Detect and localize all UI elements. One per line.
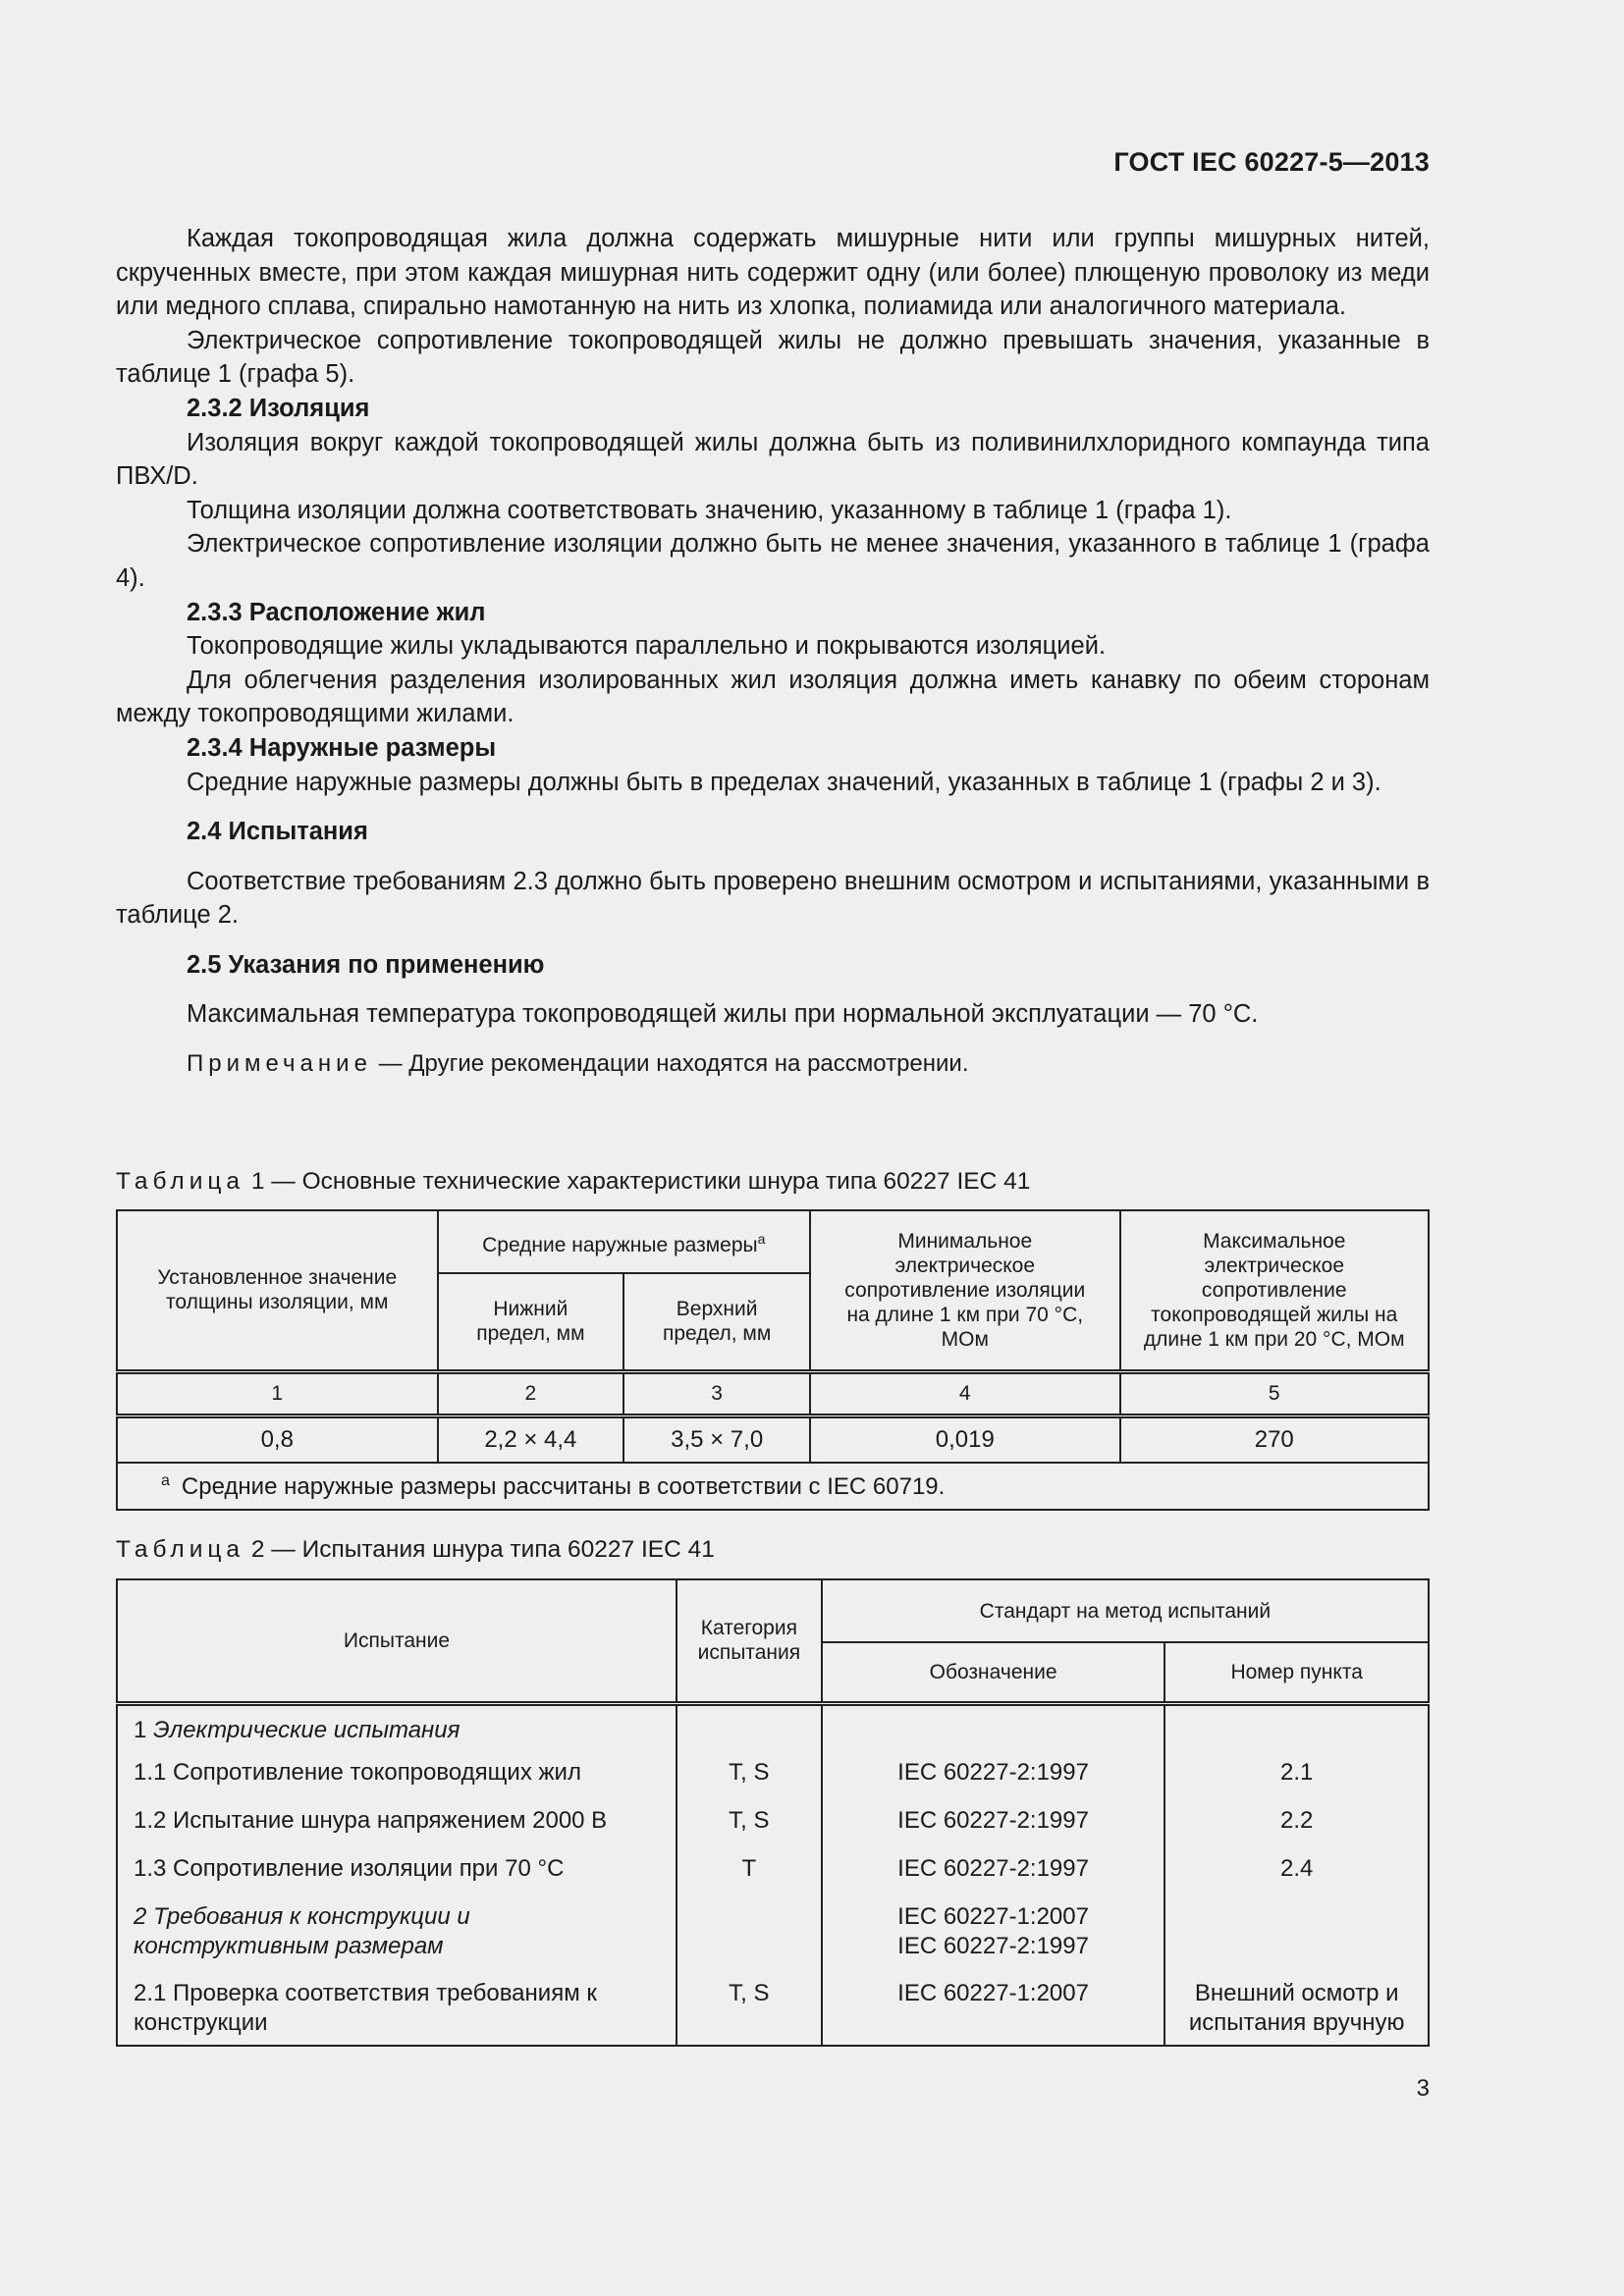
paragraph: Изоляция вокруг каждой токопроводящей жилы должна быть из поливинилхлоридного компаунда типа ПВХ/D. bbox=[116, 428, 1430, 491]
t2-category bbox=[677, 1703, 822, 1750]
table1-caption: Таблица 1 — Основные технические характеристики шнура типа 60227 IEC 41 bbox=[116, 1168, 1031, 1195]
t2-designation bbox=[822, 1703, 1165, 1750]
t2-header-standard: Стандарт на метод испытаний bbox=[822, 1579, 1429, 1642]
note-text: — Другие рекомендации находятся на рассмотрении. bbox=[371, 1050, 969, 1078]
paragraph: Электрическое сопротивление токопроводящей жилы не должно превышать значения, указанные в таблице 1 (графа 5). bbox=[116, 326, 1430, 389]
section-heading: 2.4 Испытания bbox=[187, 818, 368, 846]
t1-colnum: 4 bbox=[810, 1371, 1119, 1415]
t2-designation: IEC 60227-2:1997 bbox=[822, 1750, 1165, 1798]
t2-designation: IEC 60227-1:2007 IEC 60227-2:1997 bbox=[822, 1895, 1165, 1973]
section-heading: 2.3.4 Наружные размеры bbox=[187, 733, 497, 762]
paragraph: Максимальная температура токопроводящей жилы при нормальной эксплуатации — 70 °С. bbox=[187, 1000, 1259, 1029]
t2-test: 2 Требования к конструкции и конструктивным размерам bbox=[117, 1895, 677, 1973]
t1-header-thickness: Установленное значение толщины изоляции, мм bbox=[117, 1210, 438, 1371]
table1 bbox=[116, 1209, 1430, 1511]
t2-item bbox=[1164, 1895, 1429, 1973]
t2-designation: IEC 60227-2:1997 bbox=[822, 1798, 1165, 1846]
t1-header-upper: Верхний предел, мм bbox=[623, 1273, 810, 1371]
paragraph: Средние наружные размеры должны быть в пределах значений, указанных в таблице 1 (графы 2 и 3). bbox=[187, 768, 1381, 796]
t1-colnum: 3 bbox=[623, 1371, 810, 1415]
note-label: Примечание bbox=[187, 1050, 372, 1078]
t2-category bbox=[677, 1895, 822, 1973]
t2-item: Внешний осмотр и испытания вручную bbox=[1164, 1973, 1429, 2046]
t1-colnum: 1 bbox=[117, 1371, 438, 1415]
page-number: 3 bbox=[1416, 2075, 1430, 2102]
table2 bbox=[116, 1578, 1430, 2047]
t1-header-conductor-resistance: Максимальное электрическое сопротивление токопроводящей жилы на длине 1 км при 20 °С, МОм bbox=[1120, 1210, 1430, 1371]
t2-designation: IEC 60227-2:1997 bbox=[822, 1846, 1165, 1895]
t2-category: T bbox=[677, 1846, 822, 1895]
t1-cell: 0,8 bbox=[117, 1415, 438, 1463]
paragraph: Электрическое сопротивление изоляции должно быть не менее значения, указанного в таблице 1 (графа 4). bbox=[116, 530, 1430, 592]
t2-item: 2.4 bbox=[1164, 1846, 1429, 1895]
t2-header-designation: Обозначение bbox=[822, 1642, 1165, 1703]
table2-caption: Таблица 2 — Испытания шнура типа 60227 IEC 41 bbox=[116, 1536, 715, 1563]
body-text bbox=[116, 222, 1430, 1082]
t1-footnote: $^a$ Средние наружные размеры рассчитаны в соответствии с IEC 60719. bbox=[117, 1463, 1429, 1510]
section-heading: 2.3.2 Изоляция bbox=[187, 394, 370, 422]
t2-test: 1.1 Сопротивление токопроводящих жил bbox=[117, 1750, 677, 1798]
t2-test: 1.2 Испытание шнура напряжением 2000 В bbox=[117, 1798, 677, 1846]
paragraph: Соответствие требованиям 2.3 должно быть проверено внешним осмотром и испытаниями, указанными в таблице 2. bbox=[116, 867, 1430, 930]
t1-header-insulation-resistance: Минимальное электрическое сопротивление изоляции на длине 1 км при 70 °С, МОм bbox=[810, 1210, 1119, 1371]
t2-header-category: Категория испытания bbox=[677, 1579, 822, 1703]
t2-category: T, S bbox=[677, 1750, 822, 1798]
section-heading: 2.5 Указания по применению bbox=[187, 950, 545, 979]
t2-item: 2.1 bbox=[1164, 1750, 1429, 1798]
t1-header-lower: Нижний предел, мм bbox=[438, 1273, 624, 1371]
t2-designation: IEC 60227-1:2007 bbox=[822, 1973, 1165, 2046]
paragraph: Токопроводящие жилы укладываются параллельно и покрываются изоляцией. bbox=[187, 632, 1107, 661]
t1-colnum: 5 bbox=[1120, 1371, 1430, 1415]
t2-header-test: Испытание bbox=[117, 1579, 677, 1703]
section-heading: 2.3.3 Расположение жил bbox=[187, 598, 486, 626]
paragraph: Каждая токопроводящая жила должна содержать мишурные нити или группы мишурных нитей, скрученных вместе, при этом каждая мишурная нить содержит одну (или более) плющеную проволоку из меди или медного сплава, спирально намотанную на нить из хлопка, полиамида или аналогичного материала. bbox=[116, 225, 1430, 321]
t2-test: 2.1 Проверка соответствия требованиям к конструкции bbox=[117, 1973, 677, 2046]
t2-category: T, S bbox=[677, 1798, 822, 1846]
t2-item bbox=[1164, 1703, 1429, 1750]
t1-colnum: 2 bbox=[438, 1371, 624, 1415]
t1-cell: 270 bbox=[1120, 1415, 1430, 1463]
paragraph: Толщина изоляции должна соответствовать значению, указанному в таблице 1 (графа 1). bbox=[187, 496, 1232, 524]
t1-cell: 0,019 bbox=[810, 1415, 1119, 1463]
t2-header-item: Номер пункта bbox=[1164, 1642, 1429, 1703]
t1-header-dimensions: Средние наружные размеры$^a$ bbox=[438, 1210, 811, 1273]
t2-test: 1.3 Сопротивление изоляции при 70 °С bbox=[117, 1846, 677, 1895]
t1-cell: 3,5 × 7,0 bbox=[623, 1415, 810, 1463]
t1-cell: 2,2 × 4,4 bbox=[438, 1415, 624, 1463]
t2-item: 2.2 bbox=[1164, 1798, 1429, 1846]
t2-test: 1 Электрические испытания bbox=[117, 1703, 677, 1750]
note bbox=[116, 1047, 1430, 1082]
document-header: ГОСТ IEC 60227-5—2013 bbox=[1113, 147, 1430, 177]
t2-category: T, S bbox=[677, 1973, 822, 2046]
paragraph: Для облегчения разделения изолированных жил изоляция должна иметь канавку по обеим сторонам между токопроводящими жилами. bbox=[116, 666, 1430, 728]
